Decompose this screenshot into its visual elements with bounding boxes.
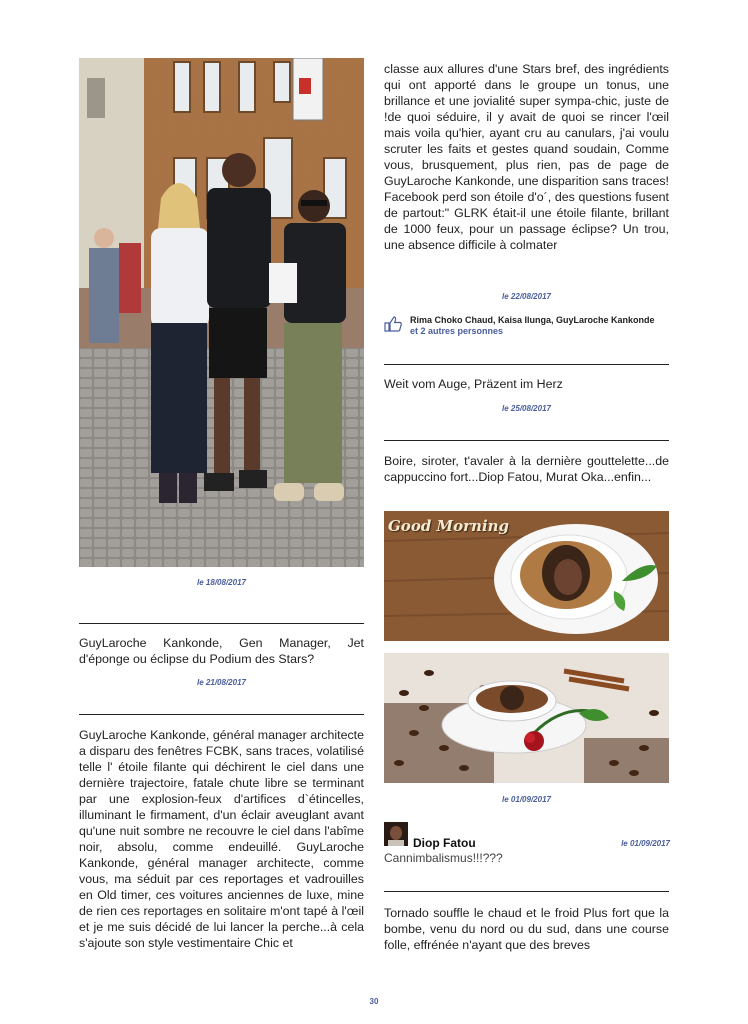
post-text: Boire, siroter, t'avaler à la dernière gouttelette...de cappuccino fort...Diop Fatou, Murat Oka...enfin... — [384, 454, 669, 484]
post-date: le 22/08/2017 — [502, 292, 551, 301]
image-date: le 01/09/2017 — [502, 795, 551, 804]
divider — [79, 714, 364, 715]
like-bar — [384, 314, 669, 338]
divider — [384, 364, 669, 365]
photo-date: le 18/08/2017 — [197, 578, 246, 587]
coffee-image — [384, 511, 669, 641]
post-text: GuyLaroche Kankonde, Gen Manager, Jet d'éponge ou éclipse du Podium des Stars? — [79, 636, 364, 666]
group-photo — [79, 58, 364, 567]
comment-text: Cannimbalismus!!!??? — [384, 851, 503, 865]
comment-avatar[interactable] — [384, 822, 408, 846]
divider — [384, 440, 669, 441]
post-date: le 21/08/2017 — [197, 678, 246, 687]
like-text — [410, 315, 660, 337]
post-text: Weit vom Auge, Präzent im Herz — [384, 377, 563, 391]
coffee-image-2 — [384, 653, 669, 783]
post-text-continued: classe aux allures d'une Stars bref, des ingrédients qui ont apporté dans le groupe un tonus, une brillance et une jovialité super sympa-chic, juste de !de quoi séduire, il y avait de quoi se rincer l'œil mais voila qu'hier, ayant cru au canulars, j'ai voulu scruter les faits et gestes quand soudain, Comme vous, brusquement, plus rien, pas de page de GuyLaroche Kankonde, une disparition sans traces! Facebook perd son étoile d'o´, des questions fusent de partout:" GLRK était-il une étoile filante, brillant de 1000 feux, pour un passage éclipse? Un trou, une absence difficile à colmater — [384, 62, 669, 252]
post-date: le 25/08/2017 — [502, 404, 551, 413]
post-text: GuyLaroche Kankonde, général manager architecte a disparu des fenêtres FCBK, sans traces, volatilisé telle l' étoile filante qui déchirent le ciel dans une dernière trajectoire, fatale chute libre se terminant par une explosion-feux d'artifices d`étincelles, illuminant le firmament, d'un éclair aveuglant avant qu'une nuit sombre ne recouvre le ciel dans l'abîme noir, absolu, comme endeuillé. GuyLaroche Kankonde, général manager architecte, comme vous, ma séduit par ces reportages et vadrouilles en Old timer, ces voitures anciennes de luxe, mine de rien ces reportages en solitaire m'ont tapé à l'œil et je me suis décidé de lui lancer la perche...à cela s'ajoute son style vestimentaire Chic et — [79, 728, 364, 950]
comment-author[interactable]: Diop Fatou — [413, 836, 476, 850]
thumbs-up-icon[interactable] — [384, 316, 402, 337]
post-text: Tornado souffle le chaud et le froid Plus fort que la bombe, venu du nord ou du sud, dans une course folle, effrénée n'ayant que des breves — [384, 906, 669, 952]
like-more-link[interactable]: et 2 autres personnes — [410, 326, 504, 336]
comment-date: le 01/09/2017 — [621, 839, 670, 848]
photo-illustration — [79, 58, 364, 567]
like-names[interactable]: Rima Choko Chaud, Kaisa Ilunga, GuyLaroche Kankonde — [410, 315, 655, 325]
image-caption: Good Morning — [388, 517, 510, 535]
page-number: 30 — [369, 997, 379, 1006]
divider — [79, 623, 364, 624]
divider — [384, 891, 669, 892]
